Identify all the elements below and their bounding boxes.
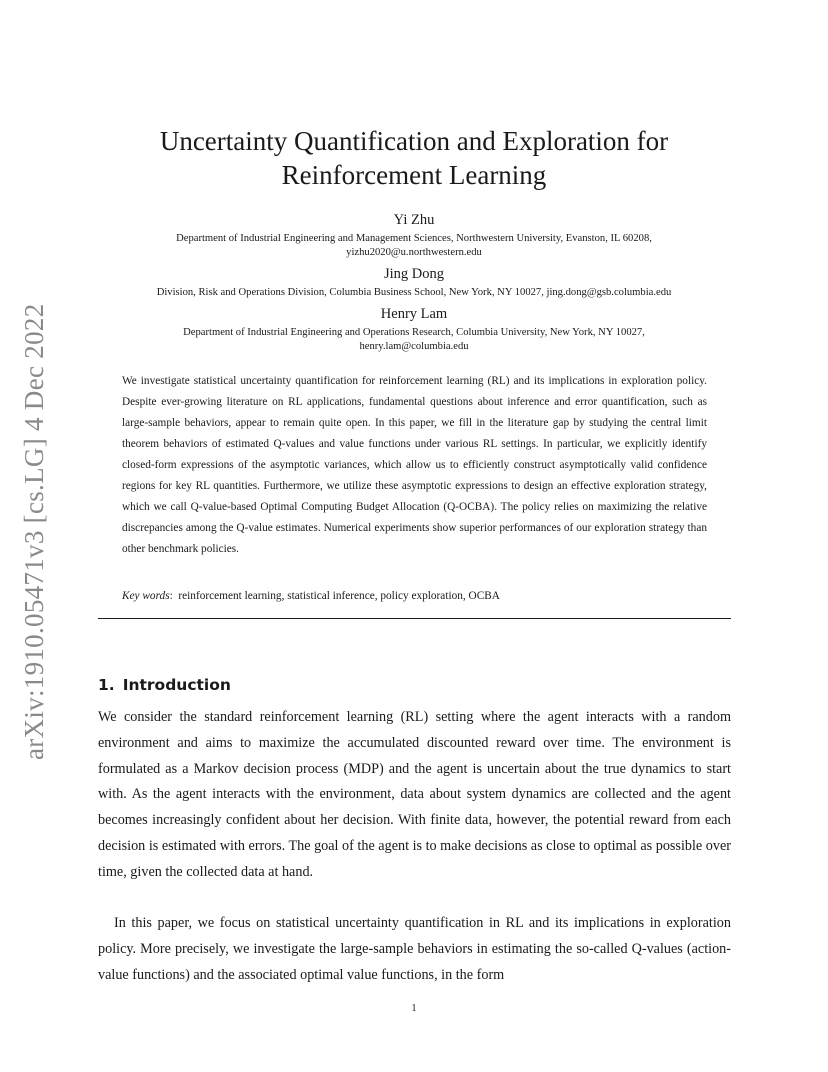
keywords-colon: : — [169, 590, 179, 602]
keywords — [122, 587, 707, 605]
author-block-2 — [100, 265, 728, 300]
section-number: 1. — [98, 676, 115, 694]
author-affiliation: Department of Industrial Engineering and Management Sciences, Northwestern University, Evanston, IL 60208, — [176, 233, 652, 244]
horizontal-rule — [98, 618, 731, 619]
paper-title: Uncertainty Quantification and Exploration for Reinforcement Learning — [159, 126, 669, 190]
keywords-text: reinforcement learning, statistical inference, policy exploration, OCBA — [178, 590, 500, 602]
author-block-3 — [100, 305, 728, 354]
author-email: henry.lam@columbia.edu — [359, 341, 469, 352]
author-block-1 — [100, 211, 728, 260]
page-number: 1 — [411, 1003, 417, 1014]
author-name: Yi Zhu — [393, 212, 435, 228]
section-heading — [98, 674, 231, 696]
keywords-label: Key words — [122, 590, 170, 602]
body-paragraph: We consider the standard reinforcement learning (RL) setting where the agent interacts with a random environment and aims to maximize the accumulated discounted reward over time. The environment is formulated as a Markov decision process (MDP) and the agent is uncertain about the true dynamics to start with. As the agent interacts with the environment, data about system dynamics are collected and the agent becomes increasingly confident about her decision. With finite data, however, the potential reward from each decision is estimated with errors. The goal of the agent is to make decisions as close to optimal as possible over time, given the collected data at hand. — [98, 709, 731, 880]
author-name: Henry Lam — [380, 306, 448, 322]
arxiv-identifier: arXiv:1910.05471v3 [cs.LG] 4 Dec 2022 — [19, 303, 49, 760]
body-paragraph: In this paper, we focus on statistical uncertainty quantification in RL and its implications in exploration policy. More precisely, we investigate the large-sample behaviors in estimating the so-called Q-values (action-value functions) and the associated optimal value functions, in the form — [98, 915, 731, 983]
author-affiliation: Division, Risk and Operations Division, Columbia Business School, New York, NY 10027, jing.dong@gsb.columbia.edu — [156, 287, 672, 298]
author-affiliation: Department of Industrial Engineering and Operations Research, Columbia University, New York, NY 10027, — [183, 327, 645, 338]
author-name: Jing Dong — [383, 266, 445, 282]
author-email: yizhu2020@u.northwestern.edu — [346, 247, 482, 258]
abstract: We investigate statistical uncertainty quantification for reinforcement learning (RL) and its implications in exploration policy. Despite ever-growing literature on RL applications, fundamental questions about inference and error quantification, such as large-sample behaviors, appear to remain quite open. In this paper, we fill in the literature gap by studying the central limit theorem behaviors of estimated Q-values and value functions under various RL settings. In particular, we explicitly identify closed-form expressions of the asymptotic variances, which allow us to efficiently construct asymptotically valid confidence regions for key RL quantities. Furthermore, we utilize these asymptotic expressions to design an effective exploration strategy, which we call Q-value-based Optimal Computing Budget Allocation (Q-OCBA). The policy relies on maximizing the relative discrepancies among the Q-value estimates. Numerical experiments show superior performances of our exploration strategy than other benchmark policies. — [122, 375, 707, 555]
section-title: Introduction — [122, 676, 231, 694]
